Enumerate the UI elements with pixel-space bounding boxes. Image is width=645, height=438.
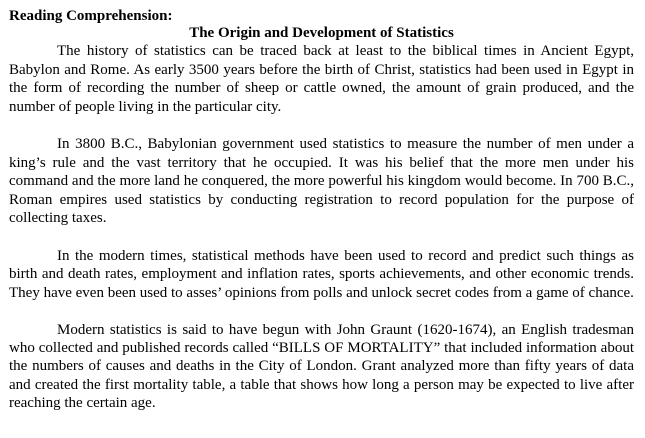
section-label: Reading Comprehension: — [9, 8, 173, 24]
document-page — [9, 8, 634, 412]
paragraph-history: The history of statistics can be traced back at least to the biblical times in Ancient Egypt, Babylon and Rome. As early 3500 years before the birth of Christ, statistics had been used in Egypt in the form of recording the number of sheep or cattle owned, the amount of grain produced, and the number of people living in the particular city. — [9, 43, 634, 115]
paragraph-john-graunt: Modern statistics is said to have begun with John Graunt (1620-1674), an English tradesman who collected and published records called “BILLS OF MORTALITY” that included information about the numbers of causes and deaths in the City of London. Grant analyzed more than fifty years of data and created the first mortality table, a table that shows how long a person may be expected to live after reaching the certain age. — [9, 321, 634, 411]
paragraph-babylon-rome: In 3800 B.C., Babylonian government used statistics to measure the number of men under a king’s rule and the vast territory that he occupied. It was his belief that the more men under his command and the more land he conquered, the more powerful his kingdom would become. In 700 B.C., Roman empires used statistics by conducting registration to record population for the purpose of collecting taxes. — [9, 135, 634, 227]
paragraph-modern-times: In the modern times, statistical methods have been used to record and predict such things as birth and death rates, employment and inflation rates, sports achievements, and other economic trends. They have even been used to asses’ opinions from polls and unlock secret codes from a game of chance. — [9, 247, 634, 301]
document-title: The Origin and Development of Statistics — [189, 25, 454, 41]
